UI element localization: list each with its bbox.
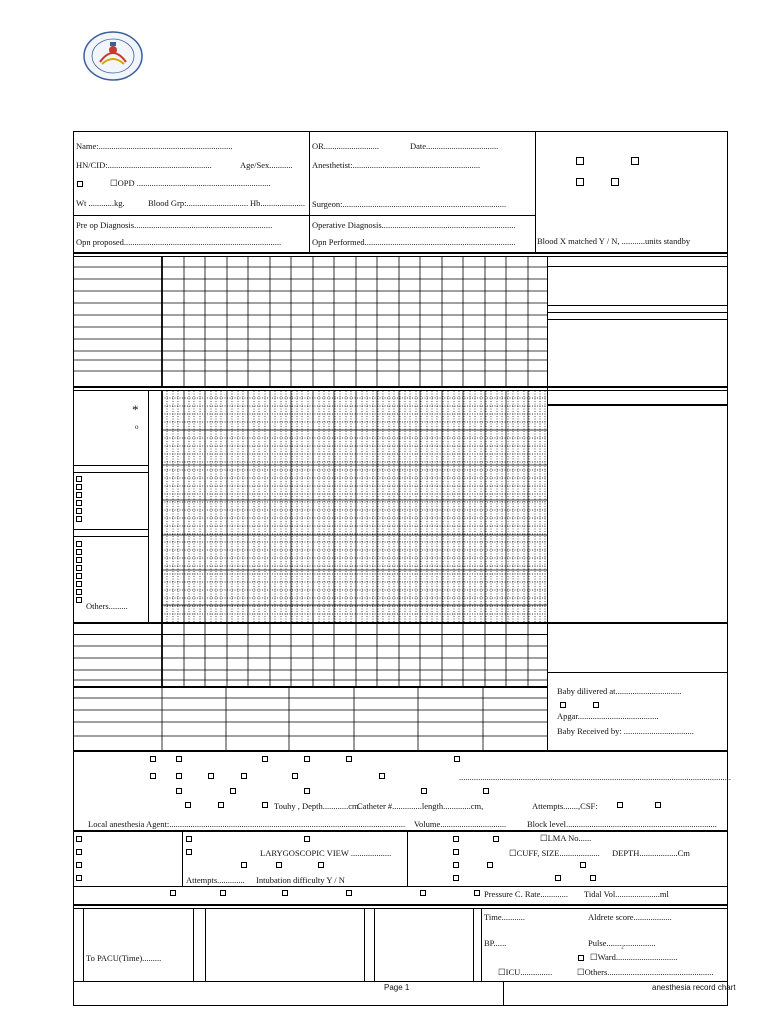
opn-performed-field[interactable]: Opn Performed....................................................................... — [312, 237, 516, 247]
regional-checkbox[interactable] — [617, 802, 623, 808]
apgar-field[interactable]: Apgar...................................... — [557, 711, 659, 721]
hn-cid-field[interactable]: HN/CID:................................................. — [76, 160, 212, 170]
airway-checkbox[interactable] — [487, 862, 493, 868]
icu-field[interactable]: ☐ICU............... — [498, 967, 553, 977]
monitor-checkbox[interactable] — [76, 557, 82, 563]
airway-checkbox[interactable] — [76, 849, 82, 855]
preop-diagnosis-field[interactable]: Pre op Diagnosis................................................................. — [76, 220, 273, 230]
blood-group-field[interactable]: Blood Grp:............................. — [148, 198, 249, 208]
time-field[interactable]: Time........... — [484, 912, 526, 922]
regional-checkbox[interactable] — [218, 802, 224, 808]
airway-checkbox[interactable] — [318, 862, 324, 868]
regional-checkbox[interactable] — [304, 756, 310, 762]
regional-checkbox[interactable] — [241, 773, 247, 779]
regional-checkbox[interactable] — [150, 773, 156, 779]
regional-checkbox[interactable] — [176, 773, 182, 779]
pulse-subscript: 2 — [621, 945, 624, 951]
monitor-checkbox[interactable] — [76, 541, 82, 547]
laryngoscopic-view-field[interactable]: LARYGOSCOPIC VIEW ................... — [260, 848, 392, 858]
regional-checkbox[interactable] — [185, 802, 191, 808]
weight-field[interactable]: Wt ............kg. — [76, 198, 125, 208]
opd-field[interactable]: ☐OPD ............................................................... — [110, 178, 271, 188]
touhy-depth-field[interactable]: Touhy , Depth............cm. — [274, 801, 361, 811]
attempts-field[interactable]: Attempts............. — [186, 875, 245, 885]
regional-checkbox[interactable] — [150, 756, 156, 762]
airway-checkbox[interactable] — [453, 836, 459, 842]
airway-checkbox[interactable] — [186, 836, 192, 842]
airway-checkbox[interactable] — [76, 862, 82, 868]
airway-checkbox[interactable] — [282, 890, 288, 896]
regional-checkbox[interactable] — [483, 788, 489, 794]
regional-checkbox[interactable] — [176, 788, 182, 794]
monitor-checkbox[interactable] — [76, 516, 82, 522]
star-symbol: * — [132, 402, 139, 417]
regional-checkbox[interactable] — [454, 756, 460, 762]
airway-checkbox[interactable] — [220, 890, 226, 896]
discharge-others-field[interactable]: ☐Others.................................................. — [577, 967, 714, 977]
airway-checkbox[interactable] — [186, 849, 192, 855]
airway-checkbox[interactable] — [420, 890, 426, 896]
baby-received-field[interactable]: Baby Received by: ................................. — [557, 726, 694, 736]
airway-checkbox[interactable] — [493, 836, 499, 842]
attempts-csf-field[interactable]: Attempts.......,CSF: — [532, 801, 598, 811]
regional-checkbox[interactable] — [379, 773, 385, 779]
airway-checkbox[interactable] — [76, 875, 82, 881]
date-field[interactable]: Date.................................. — [410, 141, 499, 151]
cuff-size-field[interactable]: ☐CUFF, SIZE................... — [509, 848, 600, 858]
airway-checkbox[interactable] — [276, 862, 282, 868]
discharge-checkbox[interactable] — [578, 955, 584, 961]
opn-proposed-field[interactable]: Opn proposed.......................................................................... — [76, 237, 282, 247]
monitor-checkbox[interactable] — [76, 484, 82, 490]
pulse-label: Pulse....... — [588, 938, 622, 948]
pulse-field[interactable] — [588, 938, 656, 951]
regional-checkbox[interactable] — [230, 788, 236, 794]
blood-x-matched-field[interactable]: Blood X matched Y / N, ...........units standby — [537, 236, 691, 246]
local-anesthesia-agent-field[interactable]: Local anesthesia Agent:............................................................................................................... — [88, 819, 406, 829]
regional-dotted-line[interactable]: ................................................................................................................................ — [459, 772, 731, 782]
anesthetist-field[interactable]: Anesthetist:............................................................ — [312, 160, 481, 170]
tidal-volume-field[interactable]: Tidal Vol.....................ml — [584, 889, 669, 899]
airway-checkbox[interactable] — [241, 862, 247, 868]
monitor-checkbox[interactable] — [76, 581, 82, 587]
monitor-checkbox[interactable] — [76, 476, 82, 482]
intubation-difficulty-field[interactable]: Intubation difficulty Y / N — [256, 875, 345, 885]
monitor-checkbox[interactable] — [76, 565, 82, 571]
chart-name: anesthesia record chart — [652, 983, 736, 992]
pressure-rate-field[interactable]: Pressure C. Rate............. — [484, 889, 569, 899]
monitor-checkbox[interactable] — [76, 589, 82, 595]
or-field[interactable]: OR.......................... — [312, 141, 380, 151]
airway-checkbox[interactable] — [453, 875, 459, 881]
block-level-field[interactable]: Block level....................................................................... — [527, 819, 717, 829]
airway-checkbox[interactable] — [346, 890, 352, 896]
baby-checkbox[interactable] — [593, 702, 599, 708]
operative-diagnosis-field[interactable]: Operative Diagnosis............................................................... — [312, 220, 516, 230]
regional-checkbox[interactable] — [292, 773, 298, 779]
monitor-checkbox[interactable] — [76, 500, 82, 506]
regional-checkbox[interactable] — [346, 756, 352, 762]
regional-checkbox[interactable] — [655, 802, 661, 808]
regional-checkbox[interactable] — [304, 788, 310, 794]
regional-checkbox[interactable] — [208, 773, 214, 779]
airway-checkbox[interactable] — [474, 890, 480, 896]
ward-field[interactable]: ☐Ward............................. — [590, 952, 678, 962]
name-field[interactable]: Name:............................................................... — [76, 141, 233, 151]
to-pacu-time-field[interactable]: To PACU(Time)......... — [86, 953, 162, 963]
hb-field[interactable]: Hb..................... — [250, 198, 306, 208]
monitor-checkbox[interactable] — [76, 492, 82, 498]
baby-checkbox[interactable] — [560, 702, 566, 708]
airway-checkbox[interactable] — [453, 862, 459, 868]
baby-delivered-field[interactable]: Baby dilivered at............................... — [557, 686, 682, 696]
regional-checkbox[interactable] — [262, 802, 268, 808]
airway-checkbox[interactable] — [304, 836, 310, 842]
pulse-tail: ............... — [623, 938, 656, 948]
aldrete-score-field[interactable]: Aldrete score.................. — [588, 912, 672, 922]
airway-checkbox[interactable] — [580, 862, 586, 868]
volume-field[interactable]: Volume............................... — [414, 819, 507, 829]
catheter-field[interactable]: Catheter #..............length.............cm, — [357, 801, 484, 811]
airway-checkbox[interactable] — [76, 836, 82, 842]
monitor-checkbox[interactable] — [76, 573, 82, 579]
bp-field[interactable]: BP...... — [484, 938, 507, 948]
regional-checkbox[interactable] — [176, 756, 182, 762]
monitor-others-label: Others......... — [86, 601, 128, 611]
airway-checkbox[interactable] — [555, 875, 561, 881]
regional-checkbox[interactable] — [262, 756, 268, 762]
monitor-checkbox[interactable] — [76, 508, 82, 514]
airway-checkbox[interactable] — [170, 890, 176, 896]
page-number: Page 1 — [384, 983, 410, 992]
monitor-checkbox[interactable] — [76, 597, 82, 603]
airway-checkbox[interactable] — [590, 875, 596, 881]
circle-symbol: o — [135, 423, 139, 431]
airway-checkbox[interactable] — [453, 849, 459, 855]
monitor-checkbox[interactable] — [76, 549, 82, 555]
surgeon-field[interactable]: Surgeon:............................................................................. — [312, 199, 507, 209]
age-sex-field[interactable]: Age/Sex........... — [240, 160, 293, 170]
lma-field[interactable]: ☐LMA No...... — [540, 833, 592, 843]
regional-checkbox[interactable] — [421, 788, 427, 794]
depth-field[interactable]: DEPTH..................Cm — [612, 848, 690, 858]
